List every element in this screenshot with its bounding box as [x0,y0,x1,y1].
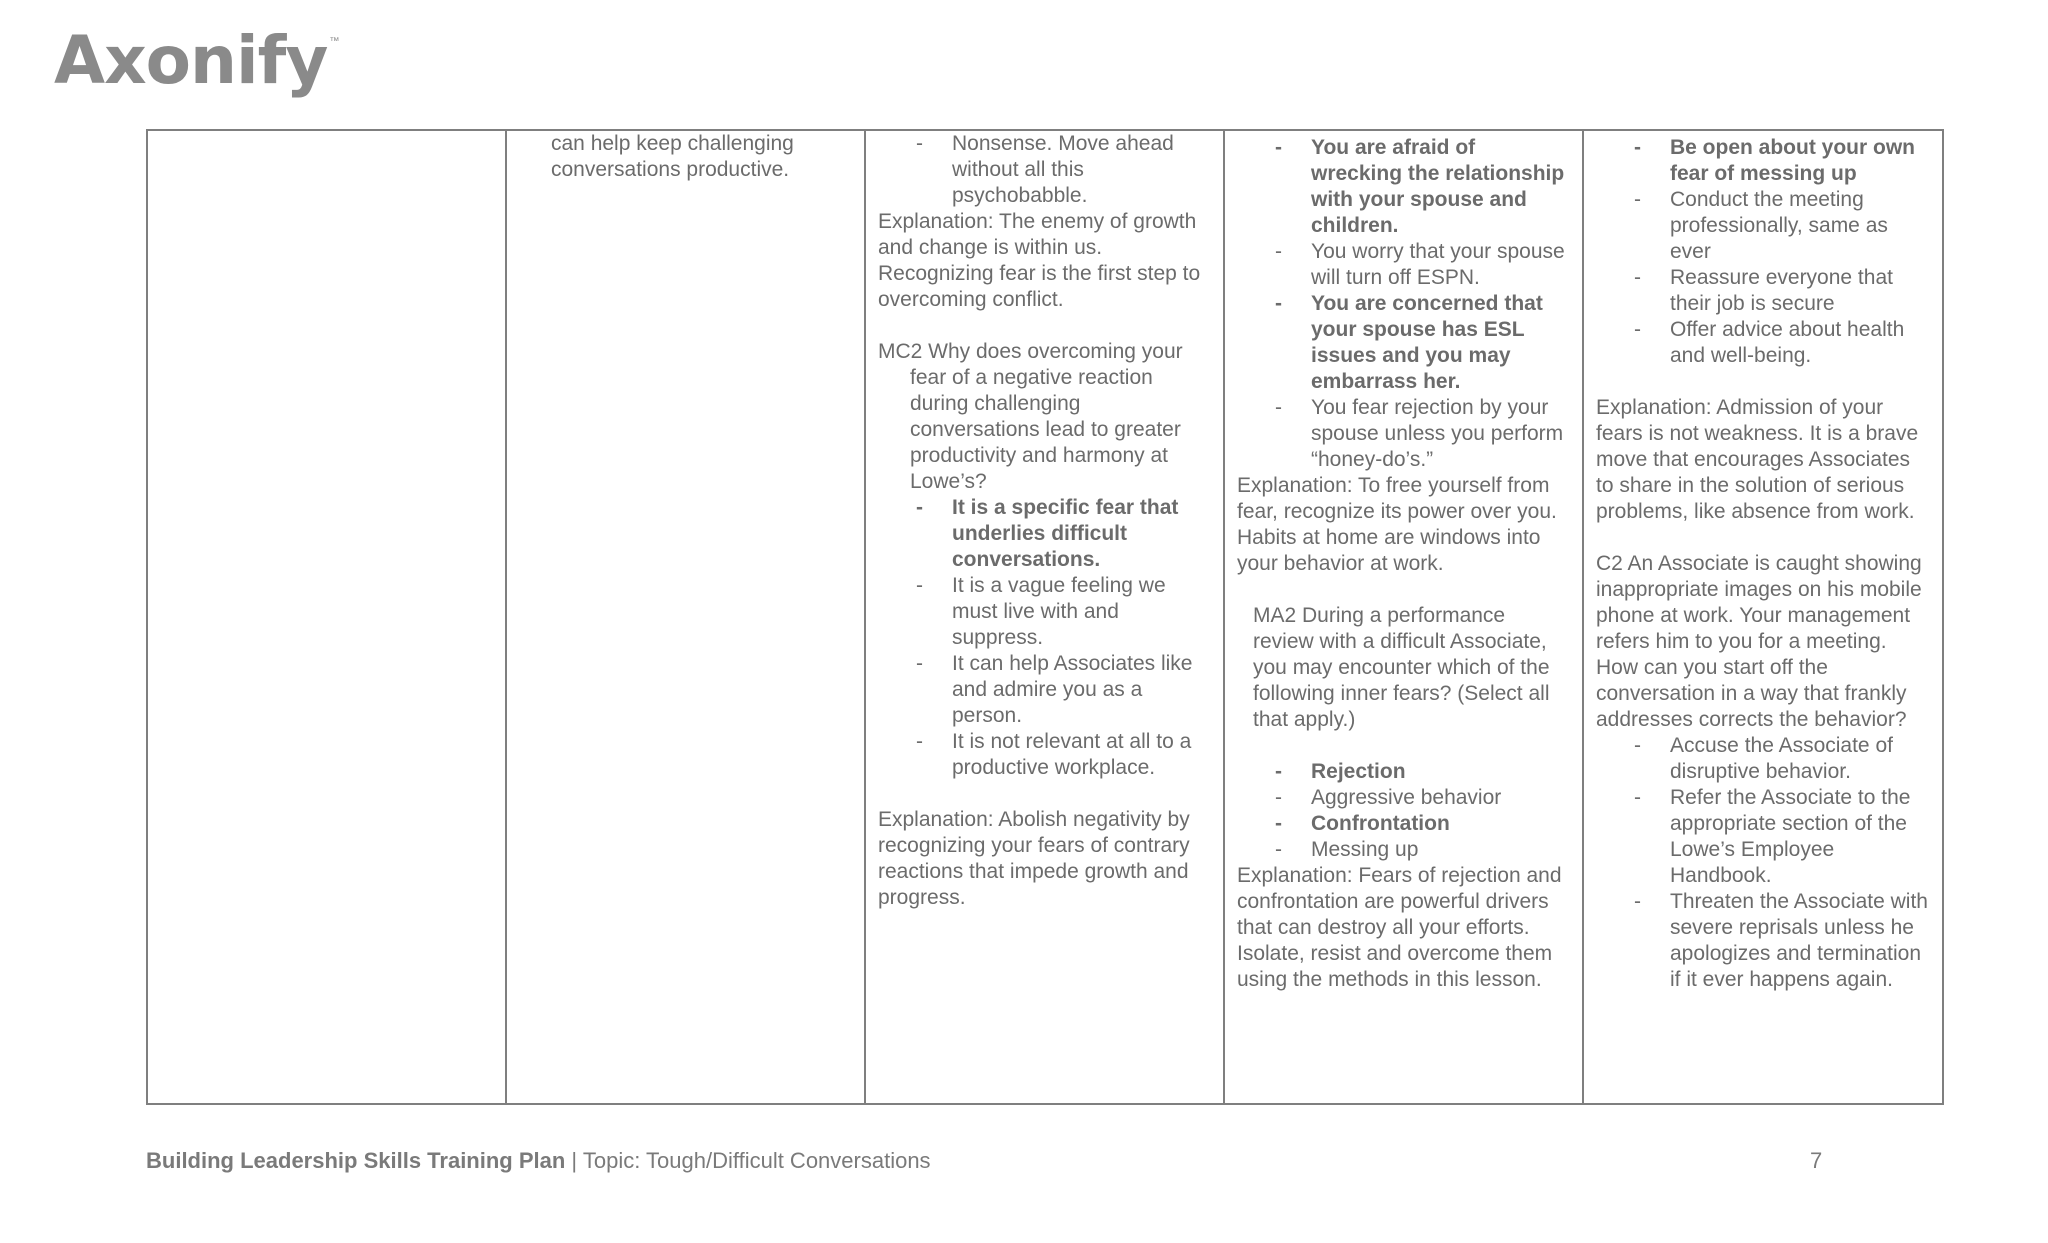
logo-trademark: ™ [329,36,340,47]
list-item: - It can help Associates like and admire you as a person. [878,651,1211,729]
col3-explanation-1: Explanation: The enemy of growth and change is within us. Recognizing fear is the first step to overcoming conflict. [878,210,1201,311]
list-item: - You are concerned that your spouse has ESL issues and you may embarrass her. [1237,291,1570,395]
col4-options [1237,759,1570,863]
footer-topic: | Topic: Tough/Difficult Conversations [565,1148,931,1173]
col3-cell [865,130,1224,1104]
list-item: - Accuse the Associate of disruptive behavior. [1596,733,1930,785]
col5-question: C2 An Associate is caught showing inappropriate images on his mobile phone at work. Your management refers him to you for a meeting. How can you start off the conversation in a way that frankly addresses corrects the behavior? [1596,552,1922,731]
list-item: - Rejection [1237,759,1570,785]
col4-top-list [1237,135,1570,473]
training-plan-table [146,129,1944,1105]
list-item: - Messing up [1237,837,1570,863]
list-item: - Confrontation [1237,811,1570,837]
list-item: - Aggressive behavior [1237,785,1570,811]
list-item: - You fear rejection by your spouse unless you perform “honey-do’s.” [1237,395,1570,473]
list-item: - Offer advice about health and well-being. [1596,317,1930,369]
list-item: - Refer the Associate to the appropriate section of the Lowe’s Employee Handbook. [1596,785,1930,889]
list-item: - Reassure everyone that their job is secure [1596,265,1930,317]
col3-top-list [878,131,1211,209]
col1-cell [147,130,506,1104]
page-footer [146,1148,931,1174]
col5-cell [1583,130,1943,1104]
col5-explanation-1: Explanation: Admission of your fears is not weakness. It is a brave move that encourages Associates to share in the solution of serious problems, like absence from work. [1596,396,1919,523]
col2-text: can help keep challenging conversations productive. [551,132,794,181]
list-item: - Be open about your own fear of messing up [1596,135,1930,187]
col4-question: MA2 During a performance review with a difficult Associate, you may encounter which of the following inner fears? (Select all that apply.) [1253,604,1550,731]
page-number: 7 [1810,1148,1823,1173]
list-item: - Threaten the Associate with severe reprisals unless he apologizes and termination if it ever happens again. [1596,889,1930,993]
col5-top-list [1596,135,1930,369]
col4-explanation-2: Explanation: Fears of rejection and confrontation are powerful drivers that can destroy all your efforts. Isolate, resist and overcome them using the methods in this lesson. [1237,864,1562,991]
footer-title: Building Leadership Skills Training Plan [146,1148,566,1173]
list-item: - You are afraid of wrecking the relationship with your spouse and children. [1237,135,1570,239]
list-item: - Conduct the meeting professionally, same as ever [1596,187,1930,265]
logo-wordmark: Axonify [54,22,328,99]
col3-options [878,495,1211,781]
col2-cell [506,130,865,1104]
col5-options [1596,733,1930,993]
col4-cell [1224,130,1583,1104]
list-item: - It is a vague feeling we must live with and suppress. [878,573,1211,651]
col4-explanation-1: Explanation: To free yourself from fear, recognize its power over you. Habits at home are windows into your behavior at work. [1237,474,1557,575]
col3-explanation-2: Explanation: Abolish negativity by recognizing your fears of contrary reactions that impede growth and progress. [878,808,1190,909]
list-item: - You worry that your spouse will turn off ESPN. [1237,239,1570,291]
table-row [147,130,1943,1104]
list-item: - It is not relevant at all to a productive workplace. [878,729,1211,781]
list-item: - It is a specific fear that underlies difficult conversations. [878,495,1211,573]
col3-question: MC2 Why does overcoming your fear of a negative reaction during challenging conversations lead to greater productivity and harmony at Lowe’s? [878,340,1183,493]
axonify-logo [54,22,340,99]
list-item: - Nonsense. Move ahead without all this psychobabble. [878,131,1211,209]
